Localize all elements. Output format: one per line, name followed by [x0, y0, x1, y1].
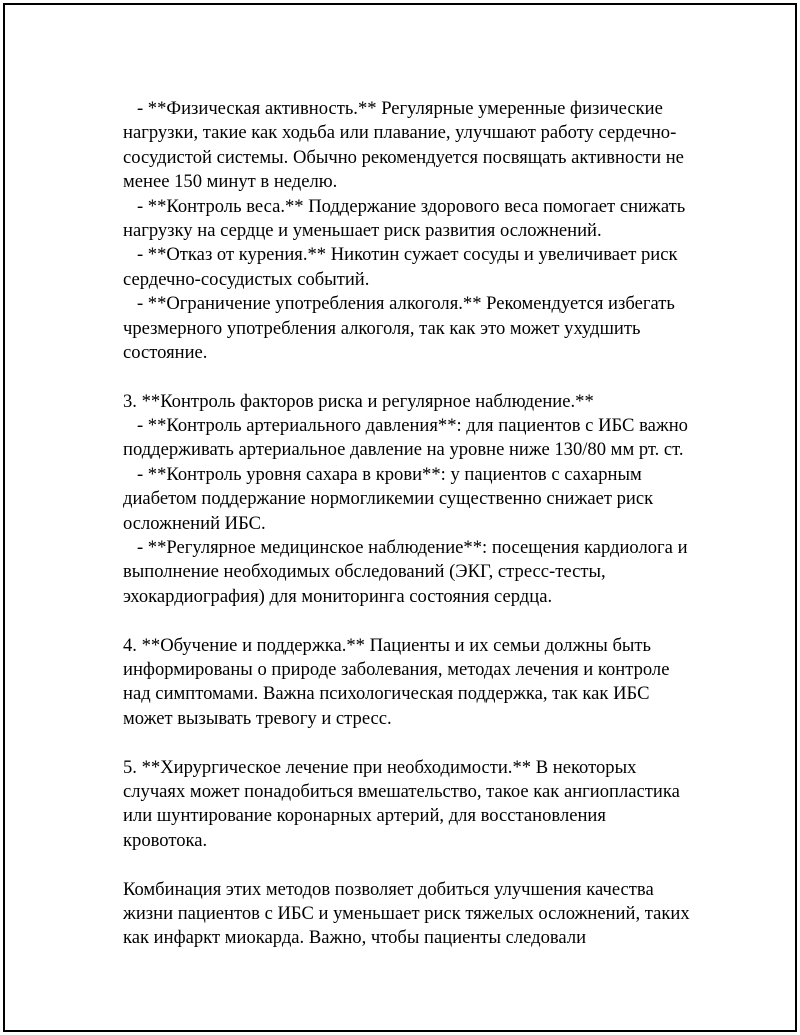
text-line: состояние.	[123, 341, 208, 363]
text-line: нагрузку на сердце и уменьшает риск развития осложнений.	[123, 219, 602, 241]
document-body	[123, 97, 723, 951]
text-line: выполнение необходимых обследований (ЭКГ, стресс-тесты,	[123, 561, 606, 583]
paragraph-gap	[123, 365, 723, 389]
page-frame	[3, 3, 797, 1032]
text-line: информированы о природе заболевания, методах лечения и контроле	[123, 658, 670, 680]
text-line: - **Отказ от курения.** Никотин сужает сосуды и увеличивает риск	[123, 244, 678, 266]
text-line: случаях может понадобиться вмешательство, такое как ангиопластика	[123, 780, 680, 802]
text-line: над симптомами. Важна психологическая поддержка, так как ИБС	[123, 683, 650, 705]
text-line: эхокардиография) для мониторинга состояния сердца.	[123, 585, 553, 607]
section-heading: 3. **Контроль факторов риска и регулярное наблюдение.**	[123, 390, 594, 412]
text-line: осложнений ИБС.	[123, 512, 266, 534]
section-heading: 5. **Хирургическое лечение при необходимости.** В некоторых	[123, 756, 637, 778]
text-line: нагрузки, такие как ходьба или плавание, улучшают работу сердечно-	[123, 122, 677, 144]
text-line: - **Регулярное медицинское наблюдение**: посещения кардиолога и	[123, 537, 688, 559]
text-line: как инфаркт миокарда. Важно, чтобы пациенты следовали	[123, 927, 587, 949]
text-line: сосудистой системы. Обычно рекомендуется посвящать активности не	[123, 146, 684, 168]
text-line: может вызывать тревогу и стресс.	[123, 707, 392, 729]
text-line: поддерживать артериальное давление на уровне ниже 130/80 мм рт. ст.	[123, 439, 684, 461]
paragraph-gap	[123, 609, 723, 633]
text-line: - **Контроль уровня сахара в крови**: у пациентов с сахарным	[123, 463, 642, 485]
text-line: менее 150 минут в неделю.	[123, 171, 338, 193]
text-line: - **Контроль артериального давления**: для пациентов с ИБС важно	[123, 415, 688, 437]
paragraph-gap	[123, 731, 723, 755]
text-line: кровотока.	[123, 829, 208, 851]
text-line: - **Ограничение употребления алкоголя.** Рекомендуется избегать	[123, 293, 675, 315]
text-line: чрезмерного употребления алкоголя, так как это может ухудшить	[123, 317, 641, 339]
text-line: - **Контроль веса.** Поддержание здорового веса помогает снижать	[123, 195, 686, 217]
paragraph-gap	[123, 853, 723, 877]
text-line: диабетом поддержание нормогликемии существенно снижает риск	[123, 488, 654, 510]
text-line: жизни пациентов с ИБС и уменьшает риск тяжелых осложнений, таких	[123, 902, 690, 924]
section-heading: 4. **Обучение и поддержка.** Пациенты и их семьи должны быть	[123, 634, 652, 656]
text-line: - **Физическая активность.** Регулярные умеренные физические	[123, 98, 663, 119]
text-line: Комбинация этих методов позволяет добиться улучшения качества	[123, 878, 654, 900]
text-line: или шунтирование коронарных артерий, для восстановления	[123, 805, 606, 827]
text-line: сердечно-сосудистых событий.	[123, 268, 370, 290]
